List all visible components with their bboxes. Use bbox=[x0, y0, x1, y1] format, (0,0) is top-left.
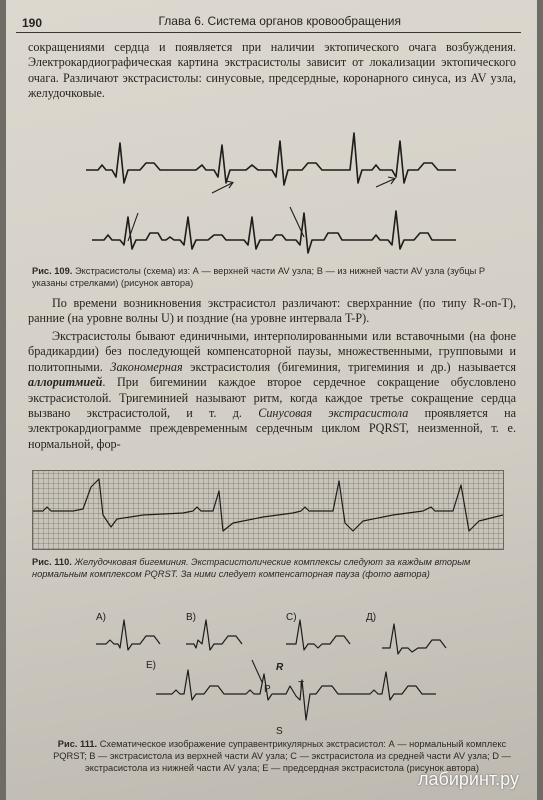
fig111-panel-e-label: E) bbox=[146, 660, 156, 671]
fig111-panel-c-trace bbox=[286, 620, 350, 650]
body-paragraph-1: По времени возникновения экстрасистол различают: сверхранние (по типу R-on-T), ранние (на уровне волны U) и поздние (на уровне интервала T-P). bbox=[28, 296, 516, 326]
body-p2-tail: проявляется на электрокардиограмме преждевременным сердечным циклом PQRST, неизменной, т. е. нормальной, фор- bbox=[28, 406, 517, 451]
fig110-ecg-photo bbox=[32, 470, 504, 550]
fig111-panel-c-label: C) bbox=[286, 612, 297, 623]
fig111-label-s: S bbox=[276, 726, 283, 737]
fig111-panel-a-label: A) bbox=[96, 612, 106, 623]
fig111-panel-b-trace bbox=[186, 620, 242, 650]
watermark-logo: лабиринт.ру bbox=[418, 769, 519, 789]
fig109-trace-b bbox=[92, 211, 456, 253]
body-p2-end: . При бигеминии каждое второе сердечное сокращение обусловлено экстрасистолой. Тригеминией называют ритм, когда каждое третье сокращение сердца вызвано экстрасистолой, и т. д. bbox=[28, 375, 516, 421]
fig111-label-r: R bbox=[276, 662, 284, 673]
fig109-caption bbox=[32, 265, 522, 289]
body-p2-start: Экстрасистолы бывают единичными, интерполированными или вставочными (на фоне брадикардии) без последующей компенсаторной паузы, множественными, групповыми и политопными. bbox=[28, 329, 516, 374]
fig111-panel-d-trace bbox=[382, 624, 446, 654]
fig110-caption bbox=[32, 556, 522, 580]
fig110-label: Рис. 110. bbox=[32, 557, 72, 567]
body-paragraph-2 bbox=[28, 329, 516, 452]
chapter-title: Глава 6. Система органов кровообращения bbox=[158, 14, 401, 28]
page-number: 190 bbox=[22, 16, 43, 30]
fig109-trace-a bbox=[86, 133, 456, 185]
body-p2-term-allorhythmia: аллоритмией bbox=[28, 375, 103, 390]
fig111-caption-text: Схематическое изображение суправентрикулярных экстрасистол: А — нормальный комплекс PQRST; В — экстрасистола из верхней части AV узла; С — экстрасистола из средней части AV узла; D — экстрасистола из нижней части AV узла; Е — предсердная экстрасистола (рисунок автора) bbox=[53, 739, 511, 773]
body-p2-mid: экстрасистолия (бигеминия, тригеминия и др.) называется bbox=[182, 359, 516, 374]
fig110-caption-text: Желудочковая бигеминия. Экстрасистолические комплексы следуют за каждым вторым нормальным комплексом PQRST. За ними следует компенсаторная пауза (фото автора) bbox=[32, 557, 471, 579]
fig109-arrow-4 bbox=[290, 207, 304, 237]
fig111-label-p: P bbox=[264, 684, 271, 695]
fig111-panel-a-trace bbox=[96, 620, 160, 650]
body-p2-em-regular: Закономерная bbox=[110, 359, 183, 374]
fig111-label: Рис. 111. bbox=[57, 739, 98, 749]
body-p2-term-sinus: Синусовая экстрасистола bbox=[258, 406, 409, 421]
fig109-label: Рис. 109. bbox=[32, 266, 73, 276]
fig109-ecg bbox=[76, 125, 476, 265]
fig109-caption-text: Экстрасистолы (схема) из: А — верхней части AV узла; В — из нижней части AV узла (зубцы Р указаны стрелками) (рисунок автора) bbox=[32, 266, 486, 288]
fig111-label-t: T bbox=[298, 680, 305, 691]
fig110-trace bbox=[33, 471, 503, 549]
fig111-schematic bbox=[76, 600, 476, 740]
book-page bbox=[6, 0, 537, 800]
fig111-panel-e-trace bbox=[156, 670, 436, 720]
intro-paragraph: сокращениями сердца и появляется при наличии эктопического очага возбуждения. Электрокардиографическая картина экстрасистолы зависит от локализации эктопического очага. Различают экстрасистолы: синусовые, предсердные, коронарного синуса, из AV узла, желудочковые. bbox=[28, 40, 516, 101]
fig111-panel-d-label: Д) bbox=[366, 612, 377, 623]
page-header bbox=[16, 14, 521, 33]
fig111-panel-b-label: B) bbox=[186, 612, 196, 623]
fig111-arrow bbox=[252, 660, 262, 682]
